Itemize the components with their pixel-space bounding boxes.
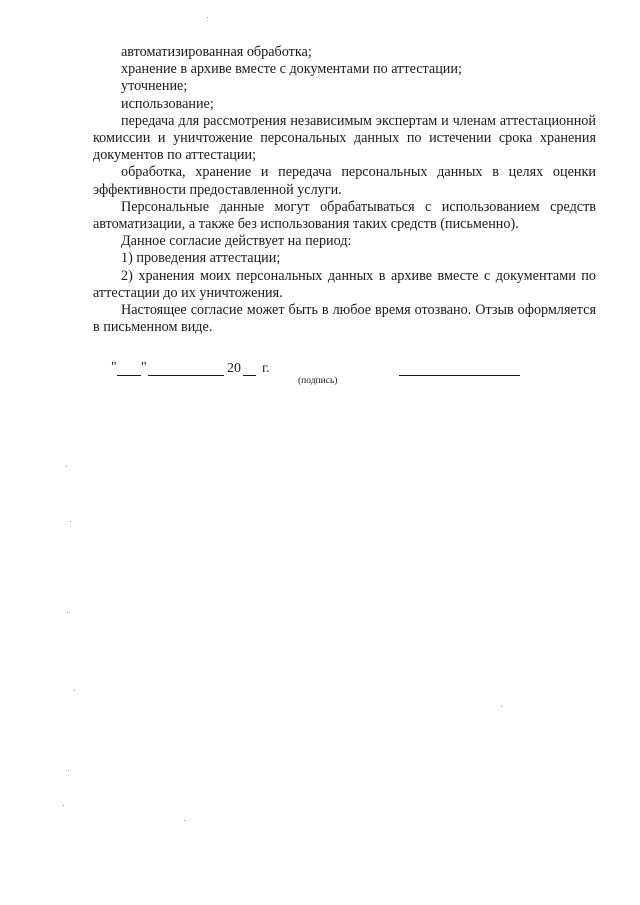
paragraph-archive-storage: хранение в архиве вместе с документами по аттестации; (121, 61, 462, 78)
scan-speck (63, 805, 64, 806)
scan-speck (66, 466, 67, 467)
scan-speck (67, 612, 68, 613)
day-blank-line (117, 361, 141, 376)
scan-speck (184, 820, 185, 821)
date-quote-close: " (141, 360, 147, 375)
paragraph-clarification: уточнение; (121, 78, 188, 95)
paragraph-evaluation: обработка, хранение и передача персональных данных в целях оценки эффективности предоставленной услуги. (93, 164, 596, 198)
paragraph-transfer-experts: передача для рассмотрения независимым экспертам и членам аттестационной комиссии и уничтожение персональных данных по истечении срока хранения документов по аттестации; (93, 112, 596, 164)
consent-text (93, 44, 596, 336)
month-blank-line (148, 361, 224, 376)
signature-caption: (подпись) (298, 376, 338, 386)
paragraph-period-item-2: 2) хранения моих персональных данных в архиве вместе с документами по аттестации до их уничтожения. (93, 267, 596, 301)
paragraph-revocation: Настоящее согласие может быть в любое время отозвано. Отзыв оформляется в письменном виде. (93, 302, 596, 336)
date-quote-open: " (111, 360, 117, 375)
paragraph-validity-period: Данное согласие действует на период: (121, 233, 352, 250)
paragraph-automated-processing: автоматизированная обработка; (121, 44, 312, 60)
scan-speck (68, 770, 69, 771)
scan-speck (74, 690, 75, 691)
scan-speck (501, 706, 502, 707)
paragraph-period-item-1: 1) проведения аттестации; (121, 250, 281, 267)
year-blank-line (243, 361, 256, 376)
year-prefix: 20 (227, 361, 241, 376)
signature-blank-line (399, 361, 520, 376)
scan-speck (207, 17, 208, 18)
paragraph-usage: использование; (121, 95, 214, 112)
scan-speck (70, 521, 71, 522)
paragraph-processing-means: Персональные данные могут обрабатываться с использованием средств автоматизации, а также без использования таких средств (письменно). (93, 198, 596, 233)
year-suffix: г. (262, 361, 270, 376)
